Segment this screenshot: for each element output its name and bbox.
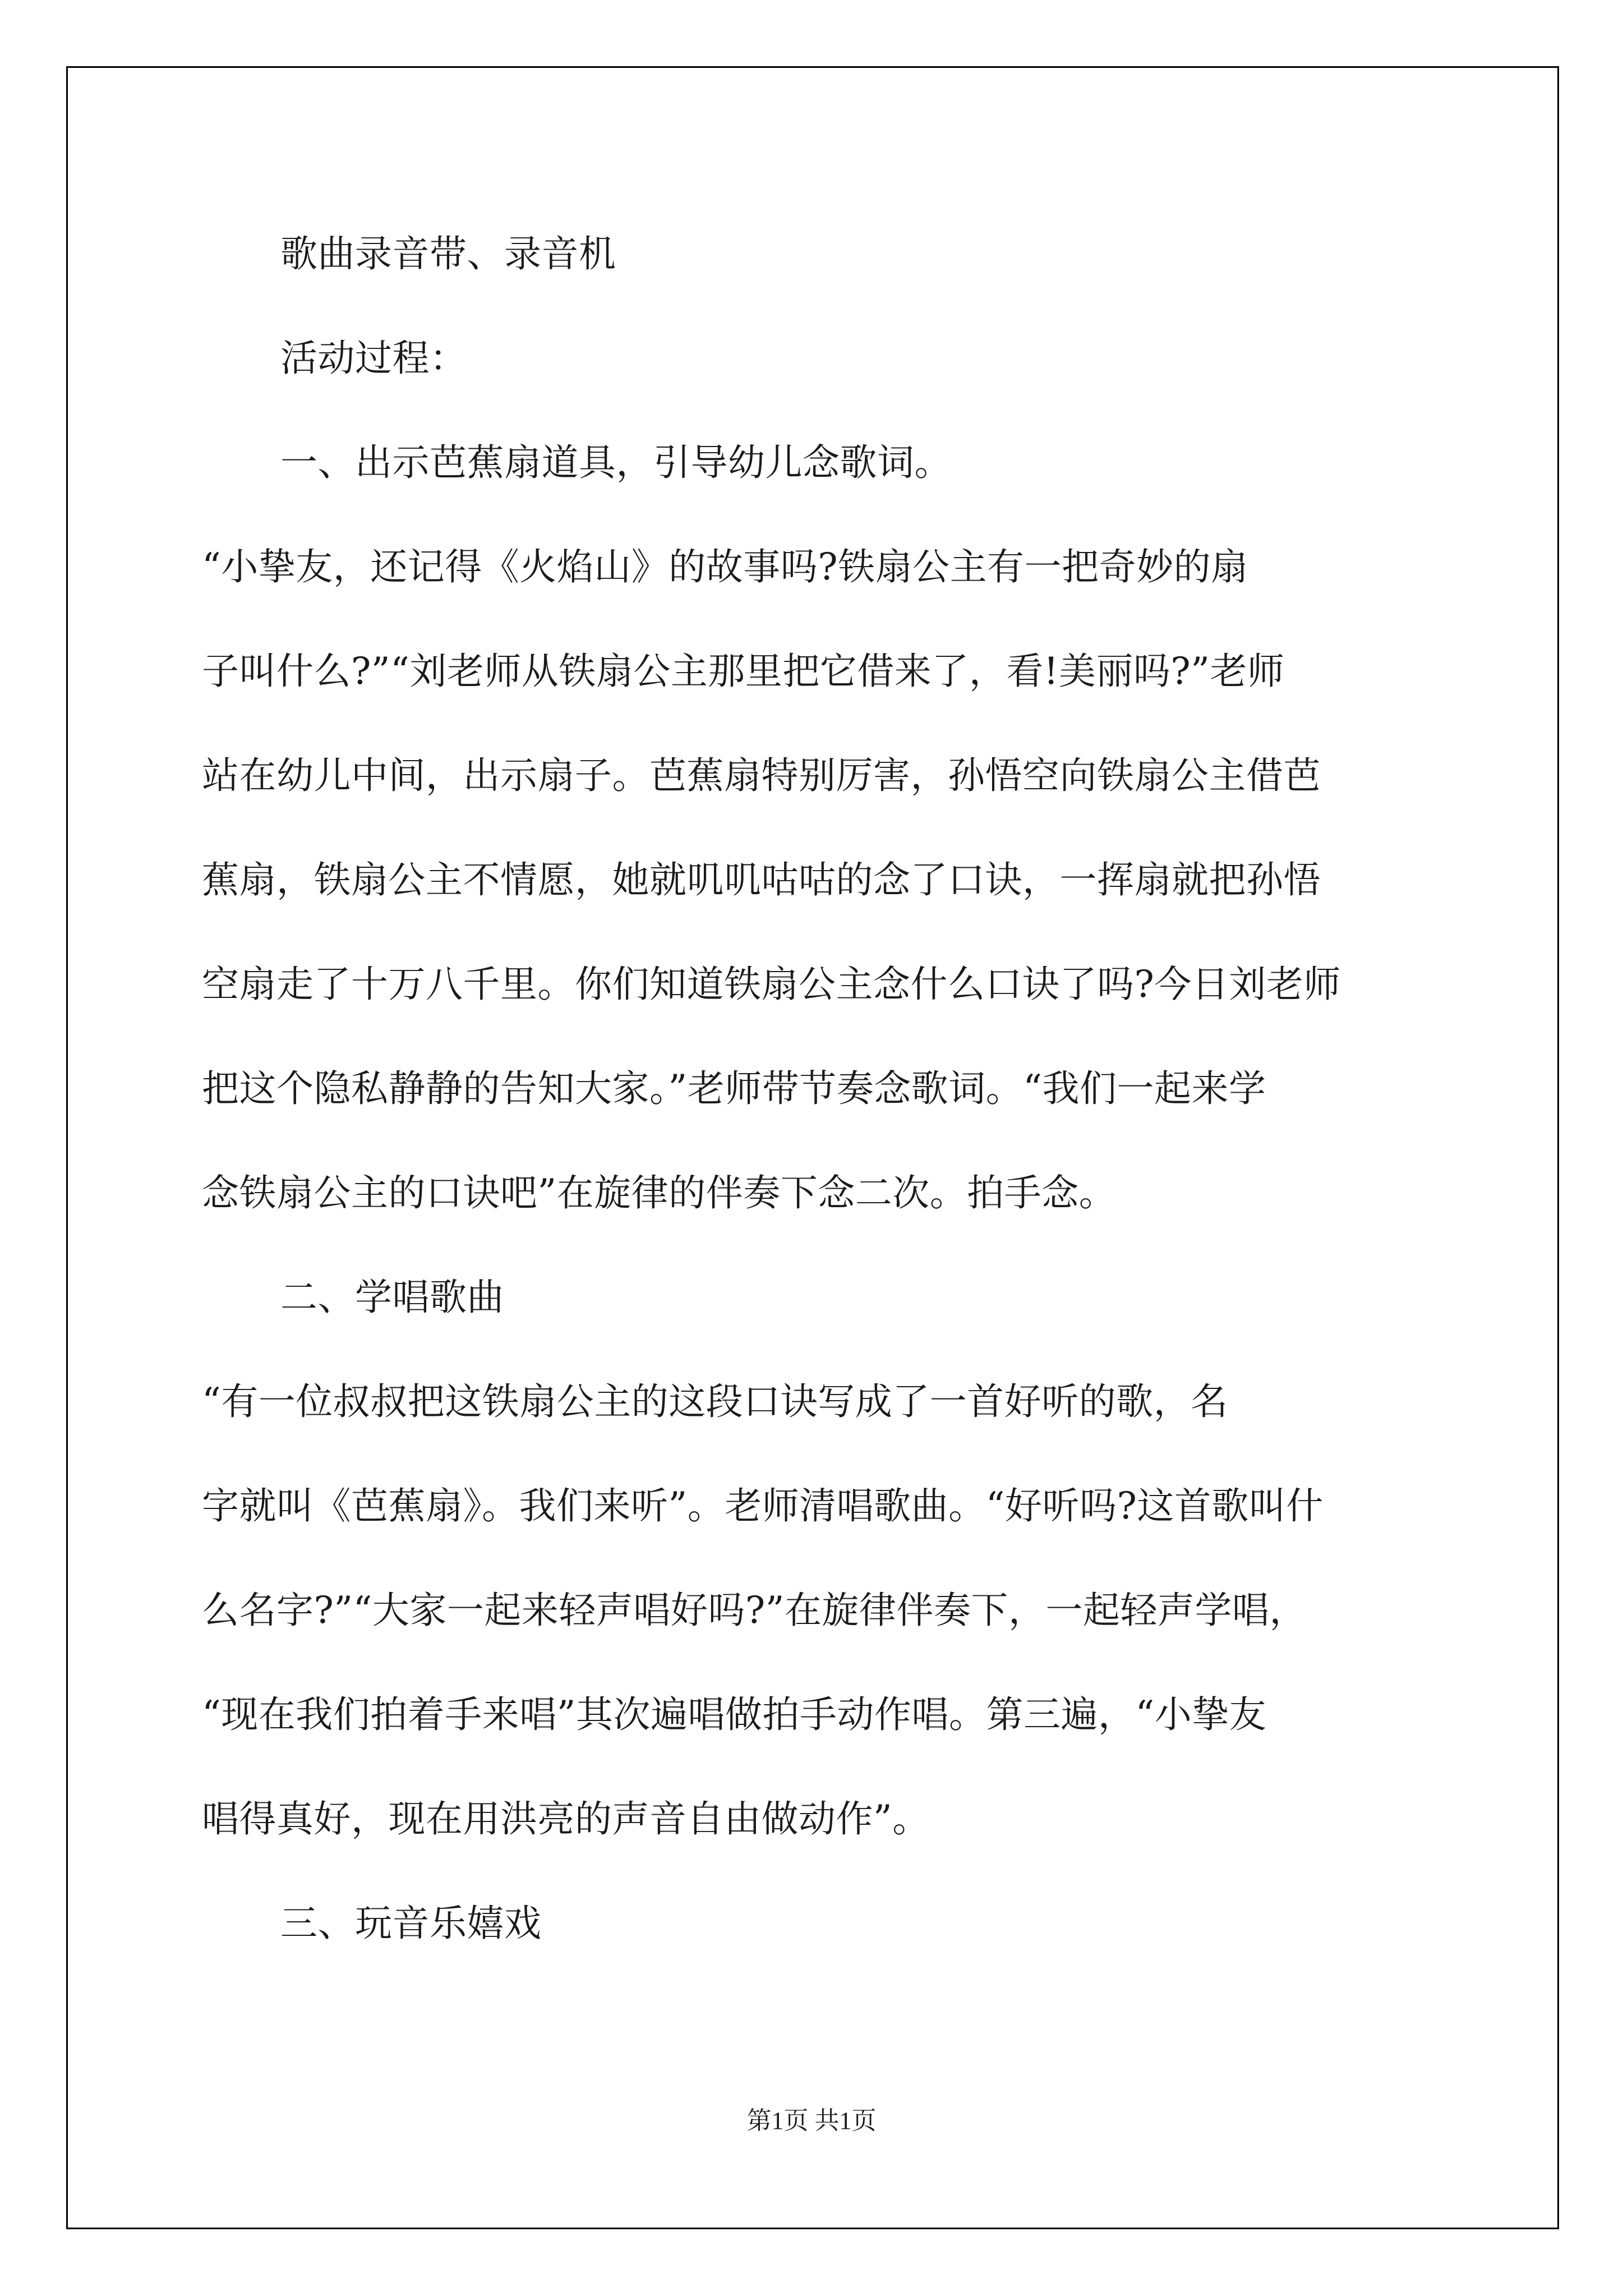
step-one-heading: 一、出示芭蕉扇道具，引导幼儿念歌词。 [280,441,952,484]
paragraph-line: “现在我们拍着手来唱”其次遍唱做拍手动作唱。第三遍，“小挚友 [202,1693,1267,1736]
paragraph-line: 子叫什么?”“刘老师从铁扇公主那里把它借来了，看!美丽吗?”老师 [202,650,1285,693]
paragraph-learn-song [202,1350,1430,1871]
step-two-heading: 二、学唱歌曲 [280,1276,504,1319]
paragraph-line: 空扇走了十万八千里。你们知道铁扇公主念什么口诀了吗?今日刘老师 [202,963,1341,1006]
paragraph-line: 把这个隐私静静的告知大家。”老师带节奏念歌词。“我们一起来学 [202,1067,1266,1110]
paragraph-line: 蕉扇，铁扇公主不情愿，她就叽叽咕咕的念了口诀，一挥扇就把孙悟 [202,858,1321,901]
paragraph-line: 字就叫《芭蕉扇》。我们来听”。老师清唱歌曲。“好听吗?这首歌叫什 [202,1484,1324,1527]
paragraph-line: 么名字?”“大家一起来轻声唱好吗?”在旋律伴奏下，一起轻声学唱， [202,1589,1307,1632]
materials-line: 歌曲录音带、录音机 [280,232,616,275]
document-body [202,202,1430,1976]
paragraph-line: “有一位叔叔把这铁扇公主的这段口诀写成了一首好听的歌，名 [202,1380,1228,1423]
paragraph-line: “小挚友，还记得《火焰山》的故事吗?铁扇公主有一把奇妙的扇 [202,545,1248,588]
paragraph-line: 唱得真好，现在用洪亮的声音自由做动作”。 [202,1797,930,1841]
paragraph-line: 念铁扇公主的口诀吧”在旋律的伴奏下念二次。拍手念。 [202,1171,1117,1214]
page-number-footer: 第1页 共1页 [746,2107,877,2134]
step-three-heading: 三、玩音乐嬉戏 [280,1902,542,1945]
paragraph-fan-story [202,515,1430,1245]
paragraph-line: 站在幼儿中间，出示扇子。芭蕉扇特别厉害，孙悟空向铁扇公主借芭 [202,754,1321,797]
process-heading: 活动过程： [280,337,467,380]
